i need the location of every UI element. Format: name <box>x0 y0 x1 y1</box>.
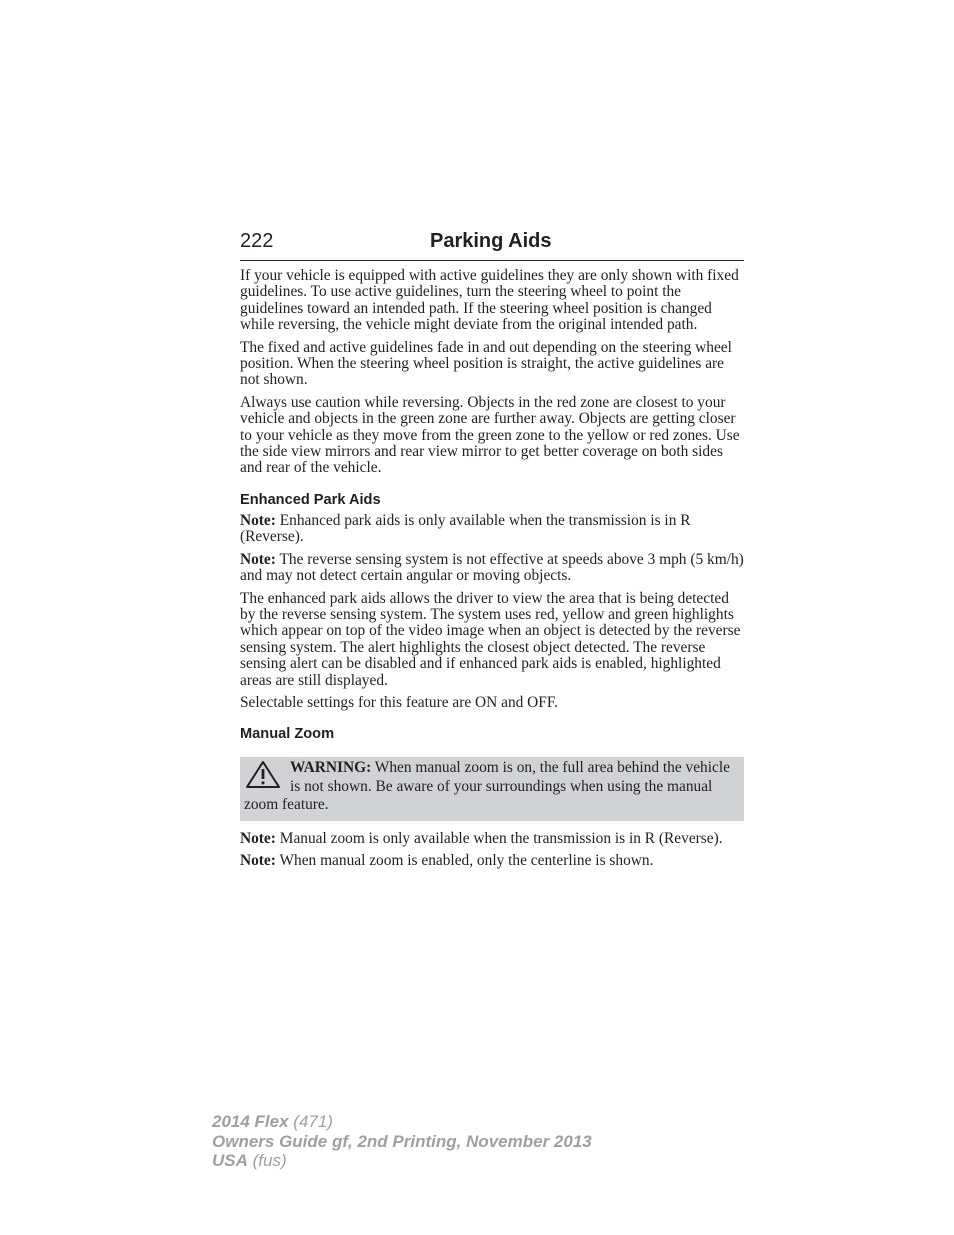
footer-guide: Owners Guide gf, 2nd Printing, November 2013 <box>212 1131 592 1151</box>
note-text: Manual zoom is only available when the transmission is in R (Reverse). <box>275 829 723 847</box>
warning-triangle-icon <box>244 759 282 789</box>
footer-model: 2014 Flex <box>212 1112 289 1131</box>
paragraph: The fixed and active guidelines fade in and out depending on the steering wheel position. When the steering wheel position is straight, the active guidelines are not shown. <box>240 338 732 389</box>
footer-market-code: (fus) <box>247 1151 287 1170</box>
section-title: Parking Aids <box>430 230 552 252</box>
enhanced-park-aids-heading: Enhanced Park Aids <box>240 491 381 508</box>
footer-code: (471) <box>288 1112 333 1131</box>
note-text: When manual zoom is enabled, only the centerline is shown. <box>275 852 654 870</box>
note <box>240 552 744 585</box>
page-header <box>240 228 744 261</box>
note-label: Note: <box>240 852 276 870</box>
page-number: 222 <box>240 230 274 252</box>
note-text: The reverse sensing system is not effective at speeds above 3 mph (5 km/h) and may not detect certain angular or moving objects. <box>240 550 744 585</box>
paragraph: Selectable settings for this feature are ON and OFF. <box>240 693 559 711</box>
footer-line <box>212 1151 592 1171</box>
note-text: Enhanced park aids is only available when the transmission is in R (Reverse). <box>240 511 691 546</box>
paragraph: If your vehicle is equipped with active guidelines they are only shown with fixed guidelines. To use active guidelines, turn the steering wheel to point the guidelines toward an intended path. If the steering wheel position is changed while reversing, the vehicle might deviate from the original intended path. <box>240 267 739 334</box>
footer-line <box>212 1112 592 1132</box>
paragraph: The enhanced park aids allows the driver to view the area that is being detected by the reverse sensing system. The system uses red, yellow and green highlights which appear on top of the video image when an object is detected by the reverse sensing system. The alert highlights the closest object detected. The reverse sensing alert can be disabled and if enhanced park aids is enabled, highlighted areas are still displayed. <box>240 589 741 689</box>
warning-label: WARNING: <box>290 759 372 777</box>
warning-box <box>240 757 744 821</box>
note <box>240 513 744 546</box>
note <box>240 831 744 847</box>
footer-line <box>212 1132 592 1152</box>
page-content <box>240 268 744 876</box>
note <box>240 853 744 869</box>
note-label: Note: <box>240 511 276 529</box>
footer-market: USA <box>212 1151 248 1170</box>
warning-text: When manual zoom is on, the full area behind the vehicle is not shown. Be aware of your surroundings when using the manual zoom feature. <box>244 759 730 814</box>
note-label: Note: <box>240 550 276 568</box>
page-footer <box>212 1112 592 1171</box>
manual-zoom-heading: Manual Zoom <box>240 726 335 743</box>
paragraph: Always use caution while reversing. Objects in the red zone are closest to your vehicle and objects in the green zone are further away. Objects are getting closer to your vehicle as they move from the green zone to the yellow or red zones. Use the side view mirrors and rear view mirror to get better coverage on both sides and rear of the vehicle. <box>240 393 740 477</box>
note-label: Note: <box>240 829 276 847</box>
